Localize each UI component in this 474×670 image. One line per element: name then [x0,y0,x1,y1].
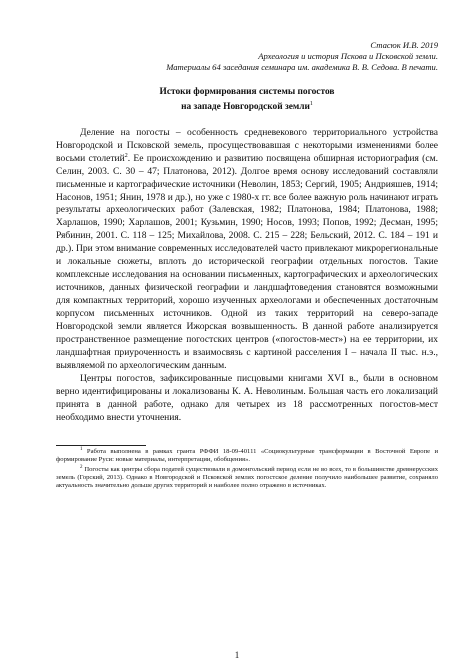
title-line-2 [56,98,438,113]
footnote-1-mark: 1 [80,446,83,452]
footnote-1-text: Работа выполнена в рамках гранта РФФИ 18-09-40111 «Социокультурные трансформации в Восточной Европе и формирование Руси: новые материалы, интерпретации, обобщения». [56,447,439,463]
header-publication: Археология и история Пскова и Псковской земли. [258,51,438,62]
title-line-2-text: на западе Новгородской земли [181,101,310,112]
footnotes [56,448,438,490]
article-body [56,127,438,425]
footnote-ref-2[interactable]: 2 [124,152,128,159]
header-proceedings: Материалы 64 заседания семинара им. академика В. В. Седова. В печати. [166,62,438,73]
article-title [56,86,438,113]
footnote-2-text: Погосты как центры сбора податей существовали в домонгольский период если не во всех, то в большинстве древнерусских земель (Горский, 2013). Однако в Новгородской и Псковской землях погостское деление получило наибольшее развитие, сохраняло актуальность значительно дольше других территорий и наиболее полно отражено в источниках. [56,465,438,490]
footnote-2 [56,466,438,490]
document-page [56,40,438,490]
title-line-1: Истоки формирования системы погостов [159,86,335,97]
citation-header [56,40,438,74]
footnote-separator [56,445,146,446]
paragraph-2: Центры погостов, зафиксированные писцовыми книгами XVI в., были в основном верно идентифицированы и локализованы К. А. Неволиным. Большая часть его локализаций принята в данной работе, однако для четырех из 18 рассмотренных погостов-мест необходимо внести уточнения. [56,372,438,423]
paragraph-1-part-a: Деление на погосты – особенность средневекового территориального устройства Новгородской и Псковской земель, просуществовавшая с некоторыми изменениями более восьми столетий [56,126,438,164]
footnote-1 [56,448,438,464]
page-number: 1 [234,650,240,660]
header-author: Стасюк И.В. 2019 [370,40,438,50]
footnote-2-mark: 2 [80,464,83,470]
paragraph-1 [56,127,438,373]
paragraph-1-part-b: . Ее происхождению и развитию посвящена обширная историография (см. Селин, 2003. С. 30 – 47; Платонова, 2012). Долгое время основу исследований составляли письменные и картографические источники (Неволин, 1853; Сергий, 1905; Андрияшев, 1914; Насонов, 1951; Янин, 1978 и др.), но уже с 1980-х гг. все более важную роль начинают играть результаты археологических работ (Залевская, 1982; Платонова, 1984; Платонова, 1988; Харлашов, 1990; Харлашов, 2001; Кузьмин, 1990; Носов, 1993; Попов, 1992; Десман, 1995; Рябинин, 2001. С. 118 – 125; Михайлова, 2008. С. 215 – 228; Бельский, 2012. С. 184 – 191 и др.). При этом внимание современных исследователей часто привлекают микрорегиональные и локальные сюжеты, вплоть до исторической географии отдельных погостов. Такие комплексные исследования на основании письменных, картографических и археологических источников, данных физической географии и ландшафтоведения становятся возможными для компактных территорий, хорошо изученных археологами и обеспеченных достаточным корпусом письменных источников. Одной из таких территорий на северо-западе Новгородской земли является Ижорская возвышенность. В данной работе анализируется пространственное размещение погостских центров («погостов-мест») на ее территории, их ландшафтная приуроченность и взаимосвязь с картиной расселения I – начала II тыс. н.э., выявляемой по археологическим данным. [56,152,439,371]
title-footnote-mark[interactable]: 1 [309,100,313,107]
